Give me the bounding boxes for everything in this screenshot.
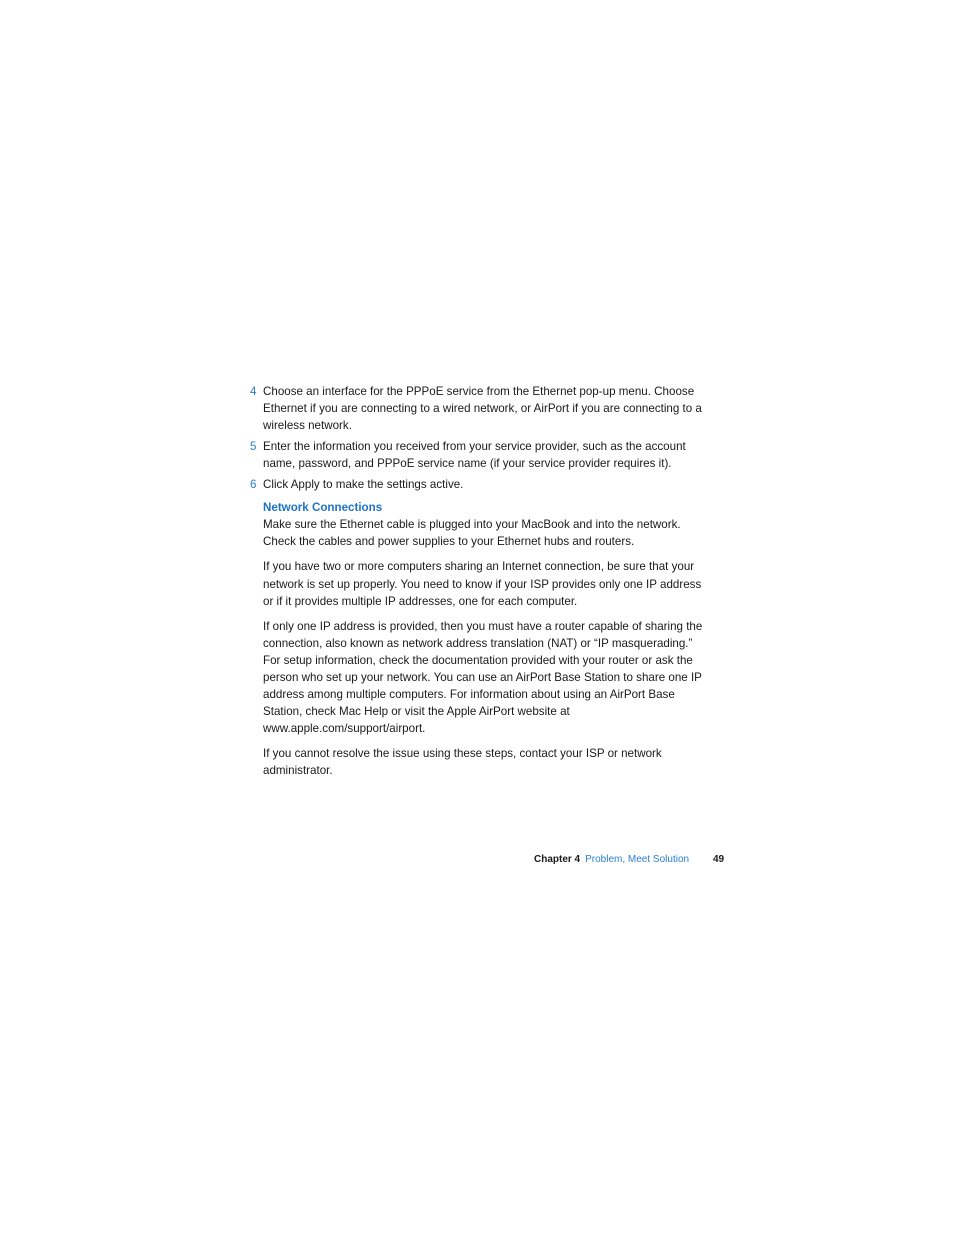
network-connections-section	[250, 499, 710, 779]
step-number: 4	[250, 385, 257, 398]
footer-chapter: Chapter 4	[534, 854, 581, 865]
page-content	[250, 383, 710, 788]
step-item	[250, 476, 710, 493]
step-number: 6	[250, 478, 257, 492]
step-number: 5	[250, 440, 257, 454]
section-paragraph: Make sure the Ethernet cable is plugged into your MacBook and into the network. Check the cables and power supplies to your Ethernet hubs and routers.	[263, 518, 681, 549]
step-item	[250, 438, 710, 472]
page-footer	[534, 853, 725, 867]
section-paragraph: If only one IP address is provided, then you must have a router capable of sharing the connection, also known as network address translation (NAT) or “IP masquerading.” For setup information, check the documentation provided with your router or ask the person who set up your network. You can use an AirPort Base Station to share one IP address among multiple computers. For information about using an AirPort Base Station, check Mac Help or visit the Apple AirPort website at www.apple.com/support/airport.	[263, 619, 703, 736]
footer-chapter-title: Problem, Meet Solution	[585, 854, 690, 865]
section-heading: Network Connections	[263, 501, 383, 515]
page-number: 49	[713, 854, 725, 865]
step-text: Choose an interface for the PPPoE service from the Ethernet pop-up menu. Choose Ethernet if you are connecting to a wired network, or AirPort if you are connecting to a wireless network.	[263, 385, 702, 433]
section-paragraph: If you cannot resolve the issue using these steps, contact your ISP or network administrator.	[263, 747, 662, 778]
step-text: Enter the information you received from your service provider, such as the account name, password, and PPPoE service name (if your service provider requires it).	[263, 440, 686, 471]
step-item	[250, 383, 710, 434]
step-text: Click Apply to make the settings active.	[263, 478, 464, 492]
section-paragraph: If you have two or more computers sharing an Internet connection, be sure that your network is set up properly. You need to know if your ISP provides only one IP address or if it provides multiple IP addresses, one for each computer.	[263, 560, 702, 608]
